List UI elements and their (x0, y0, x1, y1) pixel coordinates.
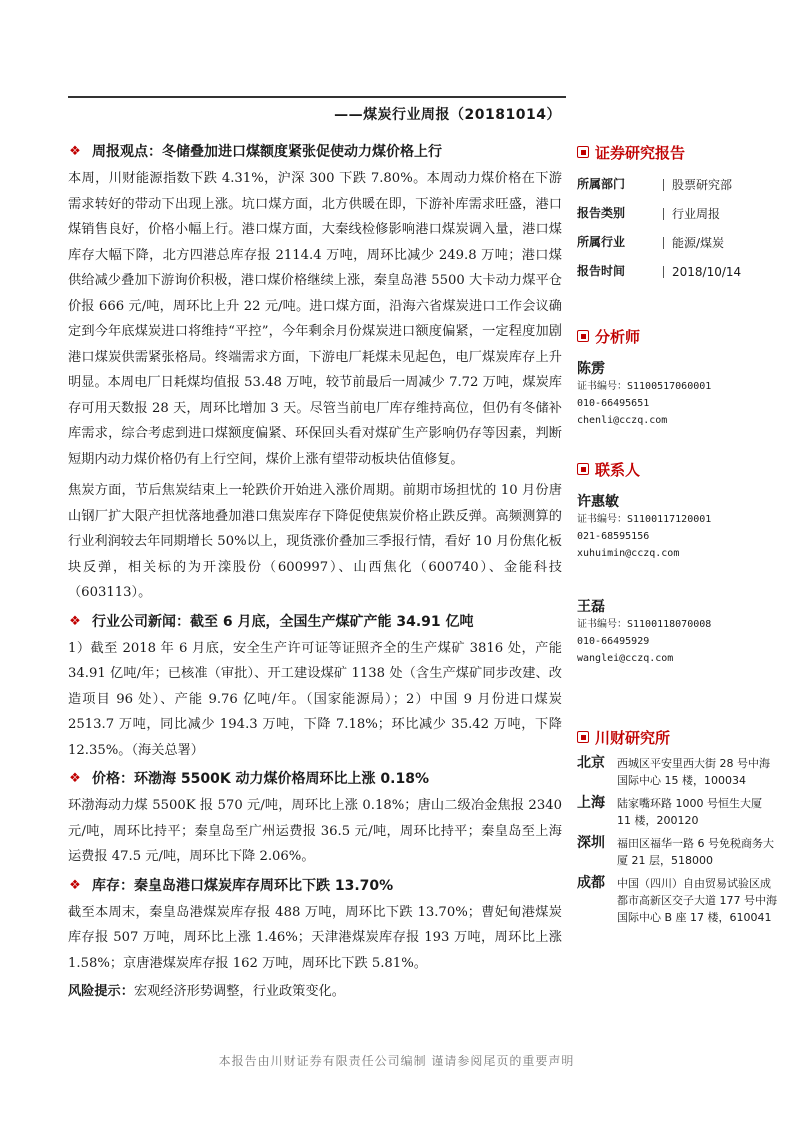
contact-name: 王磊 (577, 599, 605, 615)
main-content (68, 142, 562, 1004)
section-title: 库存：秦皇岛港口煤炭库存周环比下跌 13.70% (92, 877, 394, 894)
paragraph-inventory: 截至本周末，秦皇岛港煤炭库存报 488 万吨，周环比下跌 13.70%；曹妃甸港煤炭库存报 507 万吨，周环比上涨 1.46%；天津港煤炭库存报 193 万吨，周环比上涨 1.58%；京唐港煤炭库存报 162 万吨，周环比下跌 5.81%。 (68, 904, 562, 971)
meta-row-category: 报告类别 行业周报 (577, 206, 721, 221)
diamond-bullet-icon: ❖ (69, 144, 81, 159)
square-bullet-icon (577, 463, 589, 475)
meta-row-industry: 所属行业 能源/煤炭 (577, 235, 725, 250)
section-title: 行业公司新闻：截至 6 月底，全国生产煤矿产能 34.91 亿吨 (92, 613, 474, 630)
diamond-bullet-icon: ❖ (69, 771, 81, 786)
diamond-bullet-icon: ❖ (69, 613, 81, 629)
analyst-email[interactable]: chenli@cczq.com (577, 415, 668, 426)
analyst-cert: 证书编号：S1100517060001 (577, 381, 712, 392)
meta-row-department: 所属部门 股票研究部 (577, 177, 733, 192)
office-shanghai: 上海 陆家嘴环路 1000 号恒生大厦 11 楼，200120 (577, 795, 762, 827)
meta-row-date: 报告时间 2018/10/14 (577, 264, 742, 279)
risk-text: 宏观经济形势调整，行业政策变化。 (133, 984, 345, 999)
risk-note (68, 980, 562, 1004)
contact-cert: 证书编号：S1100117120001 (577, 514, 712, 525)
contact-email[interactable]: xuhuimin@cczq.com (577, 548, 680, 559)
office-shenzhen: 深圳 福田区福华一路 6 号免税商务大厦 21 层，518000 (577, 835, 774, 867)
contact-heading: 联系人 (577, 457, 777, 481)
diamond-bullet-icon: ❖ (69, 877, 81, 893)
paragraph-industry-news: 1）截至 2018 年 6 月底，安全生产许可证等证照齐全的生产煤矿 3816 处，产能 34.91 亿吨/年；已核准（审批）、开工建设煤矿 1138 处（含生产煤矿同步改建、改造项目 96 处）、产能 9.76 亿吨/年。（国家能源局）；2）中国 9 月份进口煤炭 2513.7 万吨，同比减少 194.3 万吨，下降 7.18%；环比减少 35.42 万吨，下降 12.35%。（海关总署） (68, 640, 562, 758)
section-heading-weekly-view (68, 142, 562, 162)
paragraph-coke: 焦炭方面，节后焦炭结束上一轮跌价开始进入涨价周期。前期市场担忧的 10 月份唐山钢厂扩大限产担忧落地叠加港口焦炭库存下降促使焦炭价格止跌反弹。高频测算的行业利润较去年同期增长 50%以上，现货涨价叠加三季报行情，看好 10 月份焦化板块反弹，相关标的为开滦股份（600997）、山西焦化（600740）、金能科技（603113）。 (68, 483, 562, 600)
office-beijing: 北京 西城区平安里西大街 28 号中海国际中心 15 楼，100034 (577, 755, 770, 787)
header-title: ——煤炭行业周报（20181014） (334, 107, 561, 123)
section-heading-price (68, 769, 562, 789)
contact-name: 许惠敏 (577, 494, 619, 510)
contact-phone: 010-66495929 (577, 636, 650, 647)
report-info-heading: 证券研究报告 (577, 140, 777, 164)
institute-heading: 川财研究所 (577, 725, 777, 749)
section-title: 周报观点：冬储叠加进口煤额度紧张促使动力煤价格上行 (92, 144, 442, 160)
square-bullet-icon (577, 330, 589, 342)
paragraph-price: 环渤海动力煤 5500K 报 570 元/吨，周环比上涨 0.18%；唐山二级冶金焦报 2340 元/吨，周环比持平；秦皇岛至广州运费报 36.5 元/吨，周环比持平；秦皇岛至上海运费报 47.5 元/吨，周环比下降 2.06%。 (68, 798, 562, 864)
contact-phone: 021-68595156 (577, 531, 650, 542)
header-rule (68, 96, 566, 98)
office-chengdu: 成都 中国（四川）自由贸易试验区成都市高新区交子大道 177 号中海国际中心 B 座 17 楼，610041 (577, 875, 777, 924)
square-bullet-icon (577, 731, 589, 743)
section-heading-inventory (68, 876, 562, 896)
analyst-heading: 分析师 (577, 324, 777, 348)
section-title: 价格：环渤海 5500K 动力煤价格周环比上涨 0.18% (92, 771, 430, 787)
section-heading-industry-news (68, 612, 562, 632)
risk-label: 风险提示： (68, 984, 134, 999)
analyst-phone: 010-66495651 (577, 398, 650, 409)
page-footer: 本报告由川财证券有限责任公司编制 谨请参阅尾页的重要声明 (218, 1054, 575, 1068)
paragraph-thermal-coal: 本周，川财能源指数下跌 4.31%，沪深 300 下跌 7.80%。本周动力煤价格在下游需求转好的带动下出现上涨。坑口煤方面，北方供暖在即，下游补库需求旺盛，港口煤销售良好，价格小幅上行。港口煤方面，大秦线检修影响港口煤炭调入量，港口煤库存大幅下降，北方四港总库存报 2114.4 万吨，周环比减少 249.8 万吨；港口煤供给减少叠加下游询价积极，港口煤价格继续上涨，秦皇岛港 5500 大卡动力煤平仓价报 666 元/吨，周环比上升 22 元/吨。进口煤方面，沿海六省煤炭进口工作会议确定到今年底煤炭进口将维持“平控”，今年剩余月份煤炭进口额度偏紧，一定程度加剧港口煤炭供需紧张格局。终端需求方面，下游电厂耗煤未见起色，电厂煤炭库存上升明显。本周电厂日耗煤均值报 53.48 万吨，较节前最后一周减少 7.72 万吨，煤炭库存可用天数报 28 天，周环比增加 3 天。尽管当前电厂库存维持高位，但仍有冬储补库需求，综合考虑到进口煤额度偏紧、环保回头看对煤矿生产影响仍存等因素，判断短期内动力煤价格仍有上行空间，煤价上涨有望带动板块估值修复。 (68, 171, 562, 467)
contact-email[interactable]: wanglei@cczq.com (577, 653, 674, 664)
square-bullet-icon (577, 146, 589, 158)
analyst-name: 陈雳 (577, 361, 605, 377)
contact-cert: 证书编号：S1100118070008 (577, 619, 712, 630)
sidebar (577, 140, 777, 932)
